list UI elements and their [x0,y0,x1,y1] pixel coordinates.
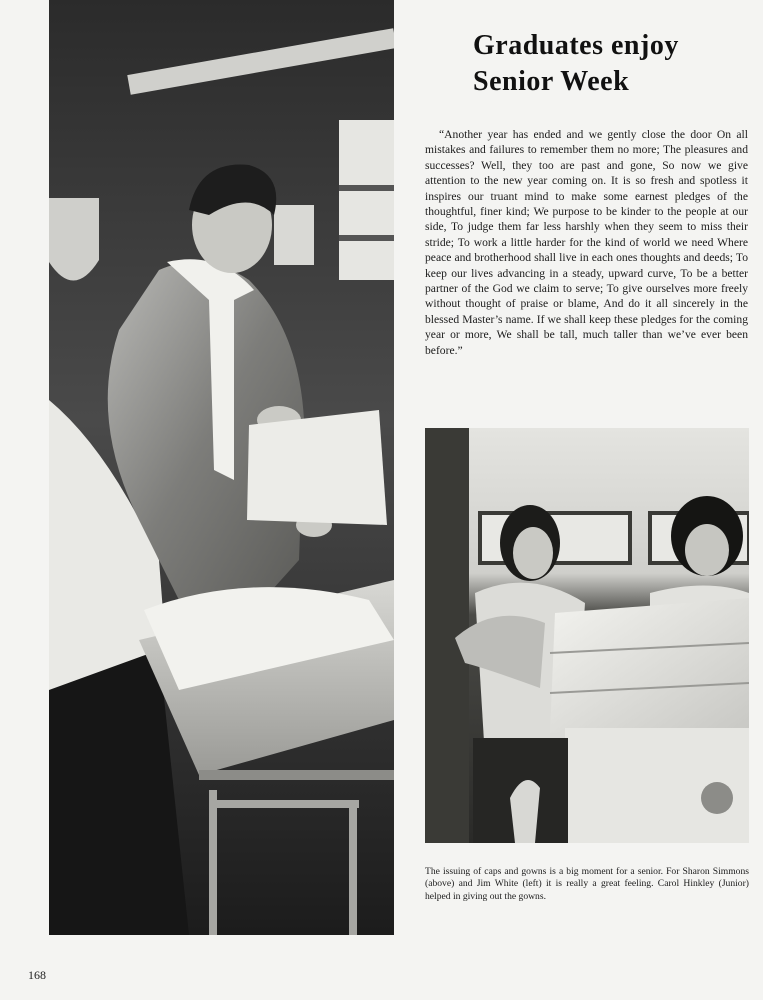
page-title-line-1: Graduates enjoy [473,30,679,61]
photo-caption: The issuing of caps and gowns is a big moment for a senior. For Sharon Simmons (above) and Jim White (left) it is really a great feeling. Carol Hinkley (Junior) helped in giving out the gowns. [425,866,749,902]
photo-jim-white-art [49,0,394,935]
photo-sharon-simmons [425,428,749,843]
page-number: 168 [28,968,46,982]
photo-jim-white [49,0,394,935]
photo-sharon-simmons-art [425,428,749,843]
page-title [473,28,743,100]
page-title-line-2: Senior Week [473,66,630,97]
poem-text: “Another year has ended and we gently close the door On all mistakes and failures to remember them no more; The pleasures and successes? Well, they too are past and gone, So now we give attention to the new year coming on. It is so fresh and spotless it inspires our truant mind to make some earnest pledges of the thoughtful, finer kind; We purpose to be kinder to the people at our side, To judge them far less harshly when they seem to miss their stride; To work a little harder for the kind of world we need Where peace and brotherhood shall live in each ones thoughts and deeds; To keep our lives advancing in a steady, upward curve, To be a better partner of the God we claim to serve; To give ourselves more freely without thought of praise or blame, And do it all sincerely in the blessed Master’s name. If we shall keep these pledges for the coming year or more, We shall be tall, much taller than we’ve ever been before.” [425,128,748,357]
